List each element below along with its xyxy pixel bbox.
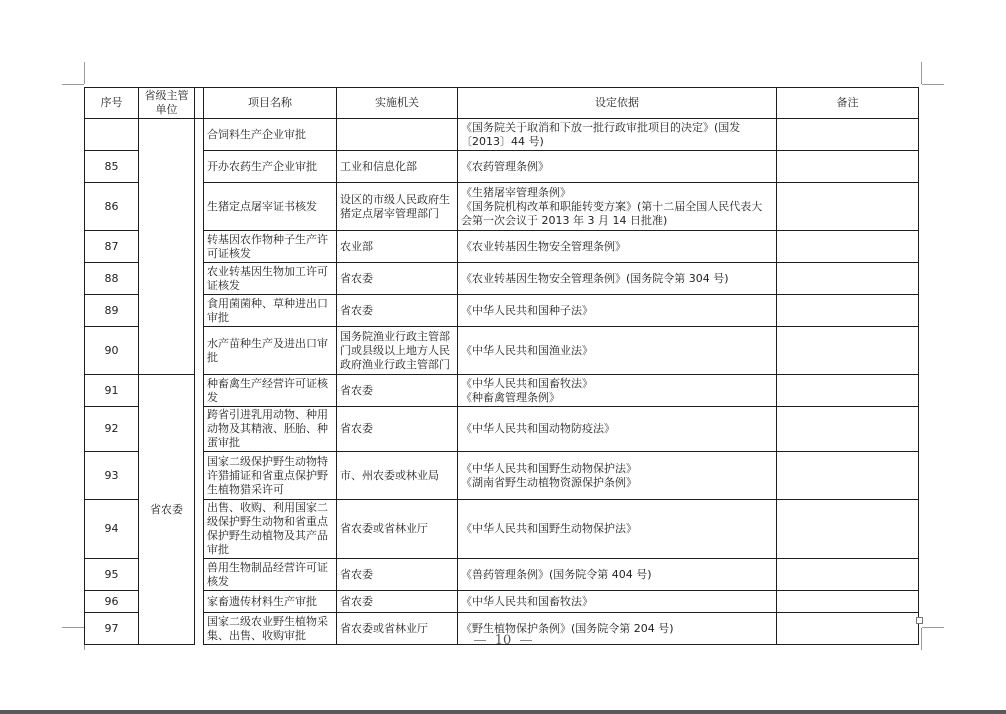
- gap-cell: [195, 231, 204, 263]
- implementing-agency: 省农委: [337, 559, 458, 591]
- remark: [777, 375, 919, 407]
- header-name: 项目名称: [204, 88, 337, 119]
- row-number: 97: [85, 613, 139, 645]
- remark: [777, 327, 919, 375]
- legal-basis: 《生猪屠宰管理条例》 《国务院机构改革和职能转变方案》(第十二届全国人民代表大会第一次会议于 2013 年 3 月 14 日批准): [458, 183, 777, 231]
- gap-cell: [195, 183, 204, 231]
- item-name: 家畜遗传材料生产审批: [204, 591, 337, 613]
- legal-basis: 《中华人民共和国种子法》: [458, 295, 777, 327]
- legal-basis: 《农业转基因生物安全管理条例》: [458, 231, 777, 263]
- implementing-agency: 省农委或省林业厅: [337, 500, 458, 559]
- row-number: 90: [85, 327, 139, 375]
- header-agency: 实施机关: [337, 88, 458, 119]
- implementing-agency: 省农委: [337, 263, 458, 295]
- header-no: 序号: [85, 88, 139, 119]
- item-name: 种畜禽生产经营许可证核发: [204, 375, 337, 407]
- crop-mark-top-right: [922, 84, 944, 85]
- table-row: [85, 559, 919, 591]
- gap-cell: [195, 151, 204, 183]
- implementing-agency: [337, 119, 458, 151]
- item-name: 出售、收购、利用国家二级保护野生动物和省重点保护野生动植物及其产品审批: [204, 500, 337, 559]
- item-name: 开办农药生产企业审批: [204, 151, 337, 183]
- row-number: 91: [85, 375, 139, 407]
- implementing-agency: 农业部: [337, 231, 458, 263]
- row-number: 87: [85, 231, 139, 263]
- legal-basis: 《兽药管理条例》(国务院令第 404 号): [458, 559, 777, 591]
- remark: [777, 231, 919, 263]
- crop-mark-top-right-v: [921, 62, 922, 84]
- footer-dash-right: —: [519, 633, 533, 648]
- header-remark: 备注: [777, 88, 919, 119]
- approval-items-table: [84, 87, 919, 645]
- remark: [777, 452, 919, 500]
- remark: [777, 263, 919, 295]
- implementing-agency: 省农委: [337, 375, 458, 407]
- table-row: [85, 452, 919, 500]
- row-number: 93: [85, 452, 139, 500]
- implementing-agency: 省农委: [337, 407, 458, 452]
- gap-cell: [195, 591, 204, 613]
- item-name: 兽用生物制品经营许可证核发: [204, 559, 337, 591]
- remark: [777, 295, 919, 327]
- row-number: 89: [85, 295, 139, 327]
- remark: [777, 559, 919, 591]
- gap-cell: [195, 559, 204, 591]
- header-unit: 省级主管单位: [139, 88, 195, 119]
- table-row: [85, 407, 919, 452]
- item-name: 转基因农作物种子生产许可证核发: [204, 231, 337, 263]
- remark: [777, 151, 919, 183]
- page-number-footer: [0, 633, 1006, 648]
- remark: [777, 591, 919, 613]
- row-number: 94: [85, 500, 139, 559]
- table-row: [85, 151, 919, 183]
- table-row: [85, 231, 919, 263]
- item-name: 生猪定点屠宰证书核发: [204, 183, 337, 231]
- remark: [777, 500, 919, 559]
- legal-basis: 《农业转基因生物安全管理条例》(国务院令第 304 号): [458, 263, 777, 295]
- item-name: 国家二级保护野生动物特许猎捕证和省重点保护野生植物猎采许可: [204, 452, 337, 500]
- row-number: 85: [85, 151, 139, 183]
- item-name: 跨省引进乳用动物、种用动物及其精液、胚胎、种蛋审批: [204, 407, 337, 452]
- remark: [777, 183, 919, 231]
- header-basis: 设定依据: [458, 88, 777, 119]
- gap-cell: [195, 375, 204, 407]
- legal-basis: 《中华人民共和国畜牧法》 《种畜禽管理条例》: [458, 375, 777, 407]
- row-number: [85, 119, 139, 151]
- crop-mark-bottom-right: [922, 627, 944, 628]
- item-name: 农业转基因生物加工许可证核发: [204, 263, 337, 295]
- legal-basis: 《中华人民共和国渔业法》: [458, 327, 777, 375]
- legal-basis: 《中华人民共和国畜牧法》: [458, 591, 777, 613]
- row-number: 95: [85, 559, 139, 591]
- gap-cell: [195, 500, 204, 559]
- gap-cell: [195, 295, 204, 327]
- table-row: [85, 263, 919, 295]
- header-gap: [195, 88, 204, 119]
- row-number: 96: [85, 591, 139, 613]
- table-row: [85, 183, 919, 231]
- legal-basis: 《中华人民共和国野生动物保护法》 《湖南省野生动植物资源保护条例》: [458, 452, 777, 500]
- row-number: 92: [85, 407, 139, 452]
- implementing-agency: 省农委: [337, 591, 458, 613]
- legal-basis: 《中华人民共和国野生动物保护法》: [458, 500, 777, 559]
- footer-dash-left: —: [473, 633, 487, 648]
- legal-basis: 《野生植物保护条例》(国务院令第 204 号): [458, 613, 777, 645]
- item-name: 水产苗种生产及进出口审批: [204, 327, 337, 375]
- unit-cell-first-group: [139, 119, 195, 375]
- gap-cell: [195, 327, 204, 375]
- implementing-agency: 市、州农委或林业局: [337, 452, 458, 500]
- gap-cell: [195, 452, 204, 500]
- table-row: [85, 327, 919, 375]
- legal-basis: 《中华人民共和国动物防疫法》: [458, 407, 777, 452]
- crop-mark-bottom-left: [62, 627, 84, 628]
- crop-mark-top-left-v: [84, 62, 85, 84]
- row-number: 88: [85, 263, 139, 295]
- crop-mark-top-left: [62, 84, 84, 85]
- item-name: 食用菌菌种、草种进出口审批: [204, 295, 337, 327]
- gap-cell: [195, 407, 204, 452]
- table-row: [85, 375, 919, 407]
- legal-basis: 《国务院关于取消和下放一批行政审批项目的决定》(国发〔2013〕44 号): [458, 119, 777, 151]
- item-name: 合饲料生产企业审批: [204, 119, 337, 151]
- implementing-agency: 工业和信息化部: [337, 151, 458, 183]
- row-number: 86: [85, 183, 139, 231]
- table-row: [85, 500, 919, 559]
- legal-basis: 《农药管理条例》: [458, 151, 777, 183]
- item-name: 国家二级农业野生植物采集、出售、收购审批: [204, 613, 337, 645]
- page-number: 10: [494, 633, 512, 648]
- remark: [777, 407, 919, 452]
- resize-handle[interactable]: [916, 617, 923, 624]
- remark: [777, 119, 919, 151]
- table-row: [85, 119, 919, 151]
- implementing-agency: 国务院渔业行政主管部门或县级以上地方人民政府渔业行政主管部门: [337, 327, 458, 375]
- implementing-agency: 省农委: [337, 295, 458, 327]
- implementing-agency: 设区的市级人民政府生猪定点屠宰管理部门: [337, 183, 458, 231]
- table-row: [85, 591, 919, 613]
- table-row: [85, 295, 919, 327]
- gap-cell: [195, 119, 204, 151]
- window-bottom-bar: [0, 710, 1006, 714]
- gap-cell: [195, 263, 204, 295]
- implementing-agency: 省农委或省林业厅: [337, 613, 458, 645]
- table-header-row: [85, 88, 919, 119]
- unit-cell-group: 省农委: [139, 375, 195, 645]
